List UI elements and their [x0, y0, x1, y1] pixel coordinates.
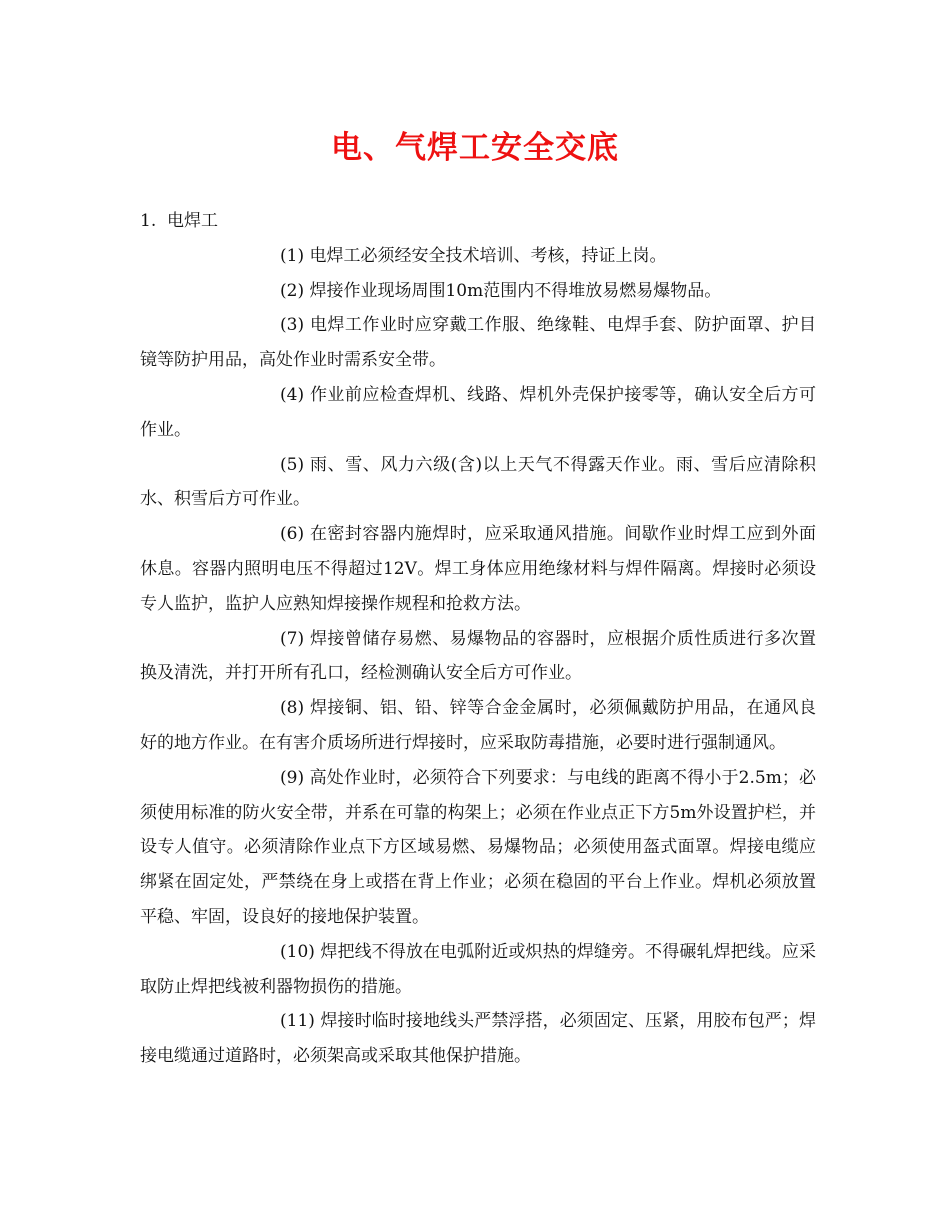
list-item: (11) 焊接时临时接地线头严禁浮搭，必须固定、压紧，用胶布包严；焊接电缆通过道路时，必须架高或采取其他保护措施。: [140, 1011, 816, 1067]
list-item: (5) 雨、雪、风力六级(含)以上天气不得露天作业。雨、雪后应清除积水、积雪后方可作业。: [140, 454, 816, 510]
list-item: (3) 电焊工作业时应穿戴工作服、绝缘鞋、电焊手套、防护面罩、护目镜等防护用品，高处作业时需系安全带。: [140, 315, 816, 371]
list-item: (4) 作业前应检查焊机、线路、焊机外壳保护接零等，确认安全后方可作业。: [140, 384, 816, 440]
document-body: [140, 204, 816, 1074]
list-item: (9) 高处作业时，必须符合下列要求：与电线的距离不得小于2.5m；必须使用标准的防火安全带，并系在可靠的构架上；必须在作业点正下方5m外设置护栏，并设专人值守。必须清除作业点下方区域易燃、易爆物品；必须使用盔式面罩。焊接电缆应绑紧在固定处，严禁绕在身上或搭在背上作业；必须在稳固的平台上作业。焊机必须放置平稳、牢固，设良好的接地保护装置。: [140, 767, 816, 927]
list-item: (10) 焊把线不得放在电弧附近或炽热的焊缝旁。不得碾轧焊把线。应采取防止焊把线被利器物损伤的措施。: [140, 941, 816, 997]
document-title: 电、气焊工安全交底: [331, 130, 619, 166]
list-item: (2) 焊接作业现场周围10m范围内不得堆放易燃易爆物品。: [280, 280, 722, 301]
list-item: (1) 电焊工必须经安全技术培训、考核，持证上岗。: [280, 245, 667, 266]
list-item: (8) 焊接铜、铝、铅、锌等合金金属时，必须佩戴防护用品，在通风良好的地方作业。在有害介质场所进行焊接时，应采取防毒措施，必要时进行强制通风。: [140, 698, 816, 753]
list-item: (7) 焊接曾储存易燃、易爆物品的容器时，应根据介质性质进行多次置换及清洗，并打开所有孔口，经检测确认安全后方可作业。: [140, 628, 816, 684]
list-item: (6) 在密封容器内施焊时，应采取通风措施。间歇作业时焊工应到外面休息。容器内照明电压不得超过12V。焊工身体应用绝缘材料与焊件隔离。焊接时必须设专人监护，监护人应熟知焊接操作规程和抢救方法。: [140, 524, 816, 614]
section-heading: 1. 电焊工: [140, 211, 219, 231]
